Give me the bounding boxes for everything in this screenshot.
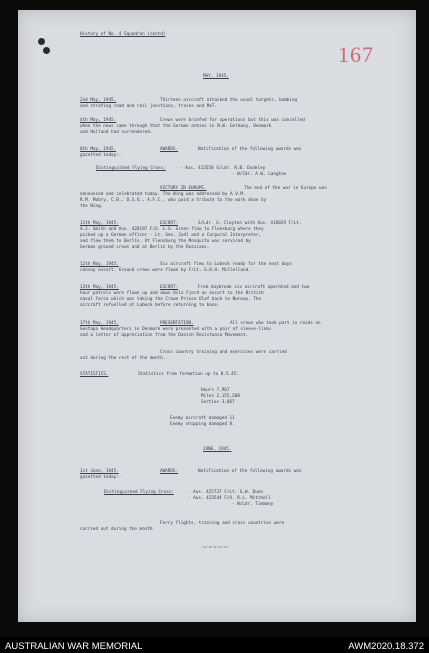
entry-text: Notification of the following awards was	[198, 147, 302, 152]
stat-line: Hours 7,967	[201, 388, 230, 393]
entry-tag: AWARDS.	[160, 147, 179, 152]
award-line: - Aus. 413558 S/Ldr. R.B. Dunkley	[180, 166, 266, 171]
award-label: Distinguished Flying Cross:	[104, 490, 174, 495]
entry-date: 13th May, 1945.	[80, 285, 119, 290]
entry-text: Six aircraft flew to Lubeck ready for the next days	[160, 262, 292, 267]
entry-date: 12th May, 1945.	[80, 262, 119, 267]
entry-text: The end of the war in Europe was	[244, 186, 327, 191]
entry-text: Ferry flights, training and cross countries were	[160, 521, 285, 526]
entry-text: All crews who took part in raids on	[230, 321, 321, 326]
stat-line: Sorties 3,067	[201, 400, 235, 405]
entry-tag: PRESENTATION.	[160, 321, 194, 326]
month-heading: MAY, 1945.	[203, 74, 229, 79]
award-line: - Aus. 425737 F/Lt. G.W. Dunn	[188, 490, 264, 495]
entry-text: and flew them to Berlin. At Flensburg the Mosquito was serviced by	[80, 239, 251, 244]
document-page	[18, 10, 416, 622]
stat-line: Enemy shipping damaged 8.	[170, 422, 235, 427]
entry-text: Notification of the following awards was	[198, 469, 302, 474]
entry-date: 2nd May, 1945.	[80, 98, 117, 103]
entry-text: when the news came through that the German armies in N.W. Germany, Denmark	[80, 124, 272, 129]
entry-text: R.M. Mobry, C.B., D.S.O., A.F.C., who paid a tribute to the work done by	[80, 198, 267, 203]
entry-text: gazetted today:-	[80, 153, 122, 158]
entry-tag: AWARDS.	[160, 469, 179, 474]
entry-text: naval force which was taking the Crown Prince Olaf back to Norway. The	[80, 297, 262, 302]
document-header: History of No. 4 Squadron (contd)	[80, 32, 166, 37]
entry-text: Thirteen aircraft attacked the usual targets, bombing	[160, 98, 298, 103]
award-line: - W/Cdr. A.W. Langton	[232, 172, 287, 177]
page-number: 167	[338, 42, 374, 67]
stat-line: Enemy aircraft damaged 11	[170, 416, 235, 421]
entry-text: From daybreak six aircraft operated and two	[198, 285, 310, 290]
entry-text: Crews were briefed for operations but this was cancelled	[160, 118, 305, 123]
award-line: - Aus. 423544 F/O. R.L. Mitchell	[188, 496, 271, 501]
entry-tag: ESCORT.	[160, 221, 179, 226]
entry-text: aircraft refuelled at Lubeck before returning to base.	[80, 303, 220, 308]
award-label: Distinguished Flying Cross:	[96, 166, 166, 171]
typed-text	[18, 10, 416, 622]
award-line: - W/Ldr. Timmony	[232, 502, 274, 507]
entry-text: hour patrols were flown up and down Oslo Fjord as escort to the British	[80, 291, 264, 296]
month-heading: JUNE, 1945.	[203, 447, 232, 452]
entry-text: and strafing road and rail junctions, trains and MeT.	[80, 104, 218, 109]
entry-tag: ESCORT.	[160, 285, 179, 290]
entry-date: 8th May, 1945.	[80, 147, 117, 152]
entry-text: picked up a German officer - Lt. Gen. Jodl and a Corporal Interpreter,	[80, 233, 262, 238]
entry-text: Gestapo Headquarters in Denmark were presented with a pair of sleeve-links	[80, 327, 272, 332]
entry-tag: STATISTICS.	[80, 372, 109, 377]
entry-date: 1st June, 1945.	[80, 469, 119, 474]
footer-accession-id: AWM2020.18.372	[348, 641, 424, 652]
stat-line: Miles 2,155,208	[201, 394, 240, 399]
entry-text: S/Ldr. G. Clayton with Aus. 418029 F/Lt.	[198, 221, 302, 226]
entry-text: out during the rest of the month.	[80, 356, 166, 361]
entry-date: 4th May, 1945.	[80, 118, 117, 123]
entry-text: German ground crews and at Berlin by the Russians.	[80, 245, 210, 250]
entry-text: Cross country training and exercises were carried	[160, 350, 287, 355]
entry-tag: VICTORY IN EUROPE.	[160, 186, 207, 191]
entry-text: and a letter of appreciation from the Danish Resistance Movement.	[80, 333, 249, 338]
entry-text: Statistics from formation up to 8.5.45.	[138, 372, 239, 377]
entry-text: convoy escort. Ground crews were flown by F/Lt. G.R.H. McClelland.	[80, 268, 251, 273]
entry-date: 11th May, 1945.	[80, 221, 119, 226]
entry-text: the Wing.	[80, 204, 104, 209]
entry-text: gazetted today:-	[80, 475, 122, 480]
end-mark: -=-=-=-=-=-	[201, 545, 230, 550]
entry-date: 17th May, 1945.	[80, 321, 119, 326]
entry-text: and Holland had surrendered.	[80, 130, 153, 135]
entry-text: A.J. Smith and Aus. 420197 F/O. L.S. Green flew to Flensburg where they	[80, 227, 264, 232]
entry-text: carried out during the month.	[80, 527, 156, 532]
entry-text: announced and celebrated today. The Wing was addressed by A.V.M.	[80, 192, 246, 197]
footer-institution: AUSTRALIAN WAR MEMORIAL	[5, 641, 143, 652]
